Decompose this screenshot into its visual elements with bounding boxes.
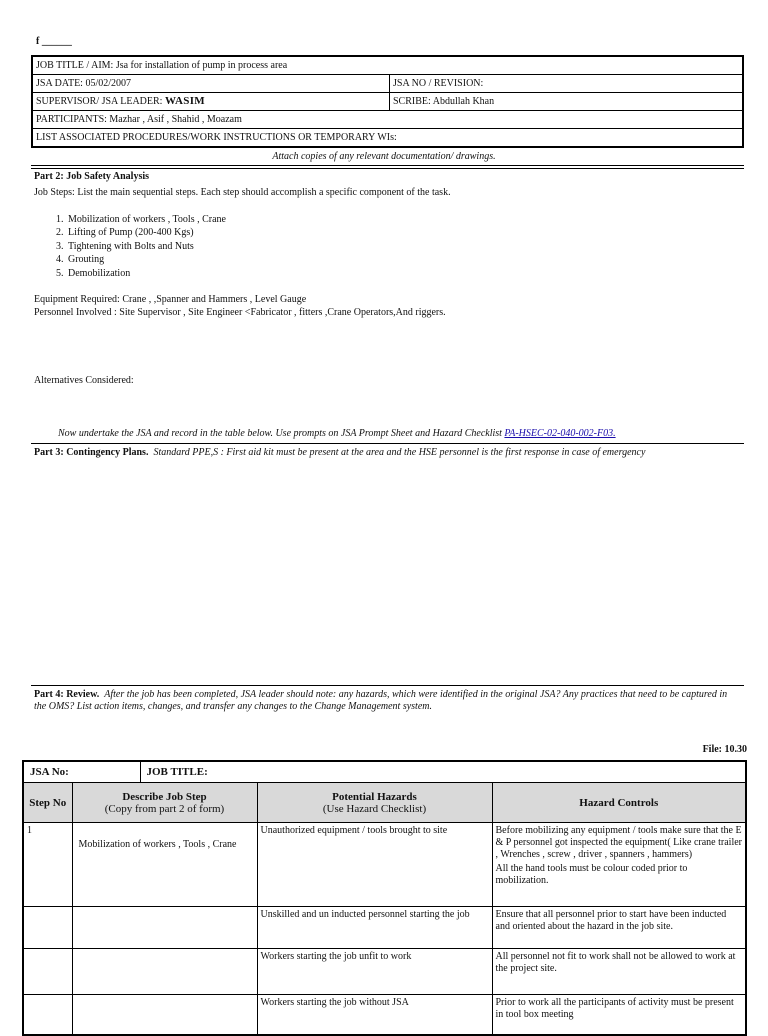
section-divider <box>31 443 744 444</box>
list-item: 5. Demobilization <box>66 267 226 280</box>
part4-text: After the job has been completed, JSA leader should note: any hazards, which were identified in the original JSA? Any practices that need to be captured in the OMS? List action items, changes, and transfer any changes to the Change Management system. <box>34 689 728 712</box>
part2-intro: Job Steps: List the main sequential steps. Each step should accomplish a specific component of the task. <box>34 187 451 198</box>
undertake-note <box>58 428 616 439</box>
jsa-table <box>22 760 747 1036</box>
col-describe-sub: (Copy from part 2 of form) <box>104 802 225 815</box>
list-item: 3. Tightening with Bolts and Nuts <box>66 240 226 253</box>
part4-heading: Part 4: Review. <box>34 689 100 700</box>
control-cell: Prior to work all the participants of activity must be present in tool box meeting <box>492 995 746 1035</box>
personnel-involved: Personnel Involved : Site Supervisor , Site Engineer <Fabricator , fitters ,Crane Operators,And riggers. <box>34 307 446 318</box>
header-mark: f ______ <box>36 36 72 47</box>
col-describe <box>72 783 257 823</box>
section-divider <box>31 685 744 686</box>
col-controls: Hazard Controls <box>492 783 746 823</box>
alternatives-considered: Alternatives Considered: <box>34 375 134 386</box>
part3-block <box>34 447 734 459</box>
supervisor-label: SUPERVISOR/ JSA LEADER: <box>36 96 163 107</box>
part4-block <box>34 689 734 713</box>
scribe-field: SCRIBE: Abdullah Khan <box>390 93 744 111</box>
hazard-cell: Workers starting the job unfit to work <box>257 949 492 995</box>
supervisor-name: WASIM <box>164 95 205 107</box>
step-desc-cell: Mobilization of workers , Tools , Crane <box>72 823 257 907</box>
jsa-no-label: JSA No: <box>23 761 140 783</box>
job-title-field: JOB TITLE / AIM: Jsa for installation of pump in process area <box>32 56 743 75</box>
col-describe-title: Describe Job Step <box>122 790 207 803</box>
hazard-cell: Workers starting the job without JSA <box>257 995 492 1035</box>
step-desc-cell <box>72 907 257 949</box>
table-row <box>23 823 746 907</box>
jsa-no-field: JSA NO / REVISION: <box>390 75 744 93</box>
step-no-cell <box>23 995 72 1035</box>
step-desc-cell <box>72 995 257 1035</box>
participants-field: PARTICIPANTS: Mazhar , Asif , Shahid , Moazam <box>32 111 743 129</box>
hazard-cell: Unskilled and un inducted personnel starting the job <box>257 907 492 949</box>
step-no-cell <box>23 949 72 995</box>
supervisor-field <box>32 93 390 111</box>
procedures-field: LIST ASSOCIATED PROCEDURES/WORK INSTRUCTIONS OR TEMPORARY WIs: <box>32 129 743 148</box>
list-item: 1. Mobilization of workers , Tools , Crane <box>66 213 226 226</box>
col-hazards-title: Potential Hazards <box>332 790 417 803</box>
part3-heading: Part 3: Contingency Plans. <box>34 447 149 458</box>
jsa-date-field: JSA DATE: 05/02/2007 <box>32 75 390 93</box>
hazard-cell: Unauthorized equipment / tools brought to site <box>257 823 492 907</box>
step-no-cell: 1 <box>23 823 72 907</box>
job-title-label: JOB TITLE: <box>140 761 746 783</box>
table-row <box>23 949 746 995</box>
control-cell <box>492 823 746 907</box>
list-item: 4. Grouting <box>66 253 226 266</box>
col-hazards <box>257 783 492 823</box>
job-steps-list <box>34 213 226 280</box>
table-row <box>23 907 746 949</box>
attach-note: Attach copies of any relevant documentation/ drawings. <box>272 151 496 162</box>
part2-heading: Part 2: Job Safety Analysis <box>34 171 149 182</box>
jsa-header-form <box>31 55 744 148</box>
part3-text: Standard PPE,S : First aid kit must be present at the area and the HSE personnel is the first response in case of emergency <box>153 447 646 458</box>
col-hazards-sub: (Use Hazard Checklist) <box>322 802 427 815</box>
undertake-text: Now undertake the JSA and record in the table below. Use prompts on JSA Prompt Sheet and Hazard Checklist <box>58 428 505 439</box>
section-divider <box>31 165 744 169</box>
col-step-no: Step No <box>23 783 72 823</box>
control-cell: Ensure that all personnel prior to start have been inducted and oriented about the hazard in the job site. <box>492 907 746 949</box>
table-row <box>23 995 746 1035</box>
control-text: Before mobilizing any equipment / tools make sure that the E & P personnel got inspected the equipment( Like crane trailer , Wrenches , screw , driver , spanners , hammers) <box>495 825 742 860</box>
hazard-checklist-link[interactable]: PA-HSEC-02-040-002-F03. <box>504 428 616 439</box>
equipment-required: Equipment Required: Crane , ,Spanner and Hammers , Level Gauge <box>34 294 307 305</box>
file-label: File: 10.30 <box>702 744 747 755</box>
list-item: 2. Lifting of Pump (200-400 Kgs) <box>66 226 226 239</box>
step-desc-cell <box>72 949 257 995</box>
step-no-cell <box>23 907 72 949</box>
control-text-2: All the hand tools must be colour coded prior to mobilization. <box>495 863 688 886</box>
control-cell: All personnel not fit to work shall not be allowed to work at the project site. <box>492 949 746 995</box>
